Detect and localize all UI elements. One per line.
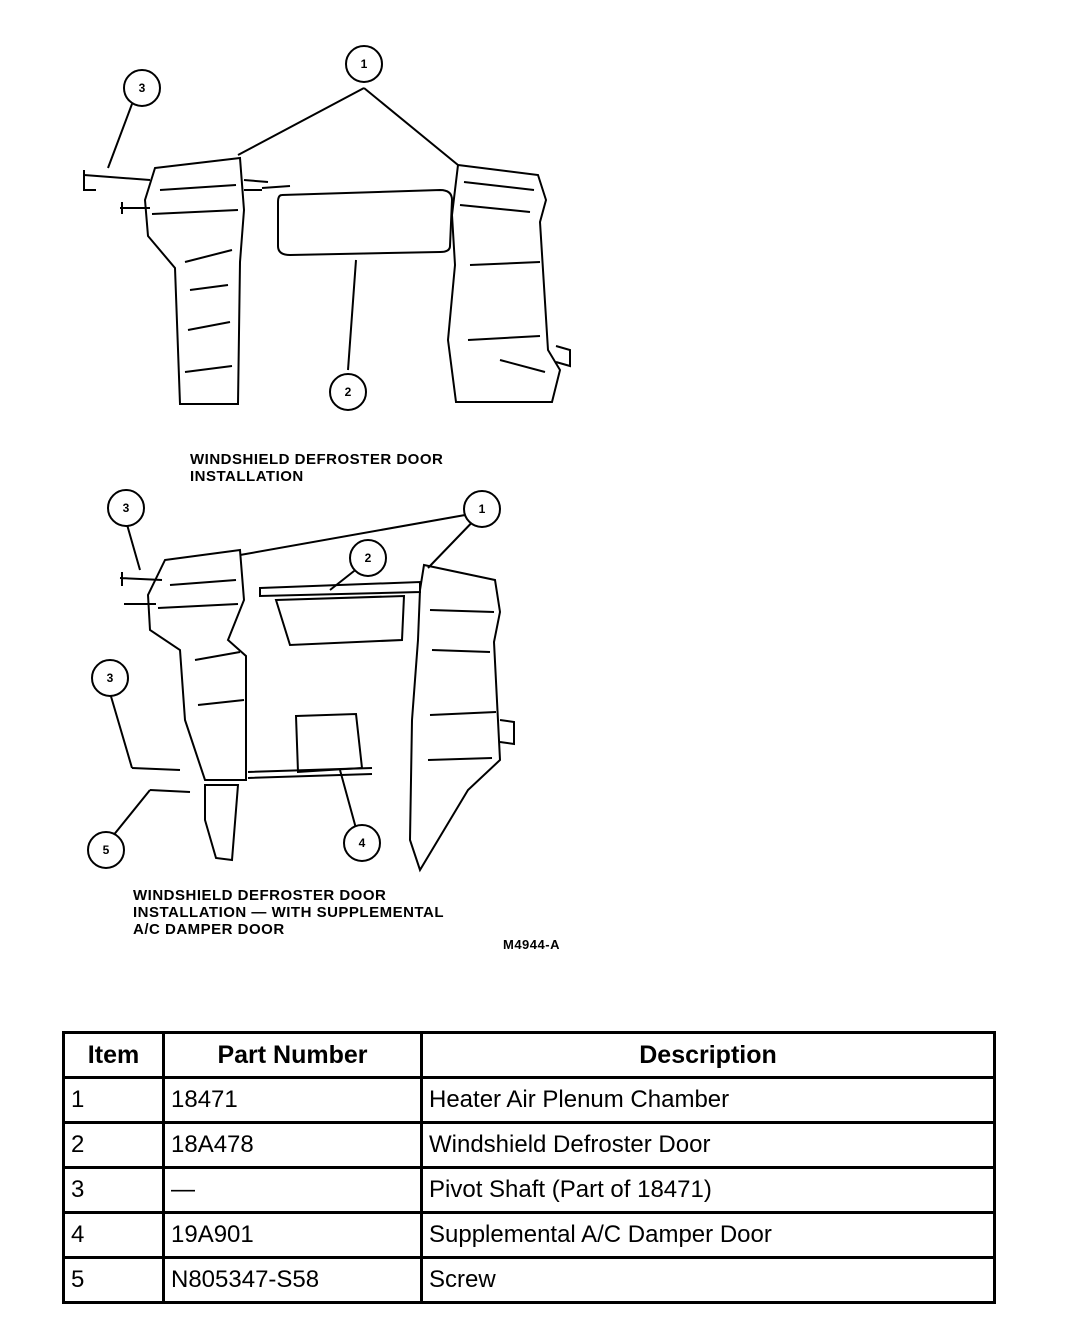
description-cell: Screw <box>422 1258 995 1303</box>
item-cell: 1 <box>64 1078 164 1123</box>
description-cell: Pivot Shaft (Part of 18471) <box>422 1168 995 1213</box>
svg-text:4: 4 <box>358 836 366 850</box>
table-row <box>64 1258 995 1303</box>
callout-bottom-5 <box>88 832 124 868</box>
item-cell: 2 <box>64 1123 164 1168</box>
description-cell: Supplemental A/C Damper Door <box>422 1213 995 1258</box>
part-number-cell: — <box>164 1168 422 1213</box>
caption-bottom <box>133 887 444 938</box>
part-number-cell: 18471 <box>164 1078 422 1123</box>
callouts-bottom <box>88 490 500 868</box>
top-illustration <box>84 88 570 404</box>
parts-table <box>62 1031 996 1304</box>
callout-bottom-1 <box>464 491 500 527</box>
table-row <box>64 1078 995 1123</box>
svg-text:5: 5 <box>102 843 110 857</box>
caption-top-line: WINDSHIELD DEFROSTER DOOR <box>190 451 444 468</box>
figure-code: M4944-A <box>503 937 560 952</box>
caption-bottom-line: A/C DAMPER DOOR <box>133 921 285 938</box>
caption-bottom-line: WINDSHIELD DEFROSTER DOOR <box>133 887 387 904</box>
header-description: Description <box>422 1033 995 1078</box>
header-part-number: Part Number <box>164 1033 422 1078</box>
callout-bottom-2 <box>350 540 386 576</box>
svg-text:3: 3 <box>106 671 114 685</box>
caption-bottom-line: INSTALLATION — WITH SUPPLEMENTAL <box>133 904 444 921</box>
callout-top-3 <box>124 70 160 106</box>
bottom-illustration <box>108 512 514 870</box>
item-cell: 4 <box>64 1213 164 1258</box>
description-cell: Heater Air Plenum Chamber <box>422 1078 995 1123</box>
part-number-cell: N805347-S58 <box>164 1258 422 1303</box>
item-cell: 5 <box>64 1258 164 1303</box>
caption-top <box>190 451 443 485</box>
svg-text:1: 1 <box>478 502 486 516</box>
svg-text:2: 2 <box>344 385 352 399</box>
table-header-row <box>64 1033 995 1078</box>
callout-bottom-4 <box>344 825 380 861</box>
table-row <box>64 1123 995 1168</box>
item-cell: 3 <box>64 1168 164 1213</box>
description-cell: Windshield Defroster Door <box>422 1123 995 1168</box>
header-item: Item <box>64 1033 164 1078</box>
callout-bottom-3b <box>92 660 128 696</box>
callout-top-2 <box>330 374 366 410</box>
svg-text:3: 3 <box>138 81 146 95</box>
table-row <box>64 1213 995 1258</box>
part-number-cell: 18A478 <box>164 1123 422 1168</box>
callouts-top <box>124 46 382 410</box>
svg-text:2: 2 <box>364 551 372 565</box>
table-row <box>64 1168 995 1213</box>
svg-text:3: 3 <box>122 501 130 515</box>
svg-text:1: 1 <box>360 57 368 71</box>
callout-top-1 <box>346 46 382 82</box>
callout-bottom-3a <box>108 490 144 526</box>
part-number-cell: 19A901 <box>164 1213 422 1258</box>
caption-top-line: INSTALLATION <box>190 468 304 485</box>
